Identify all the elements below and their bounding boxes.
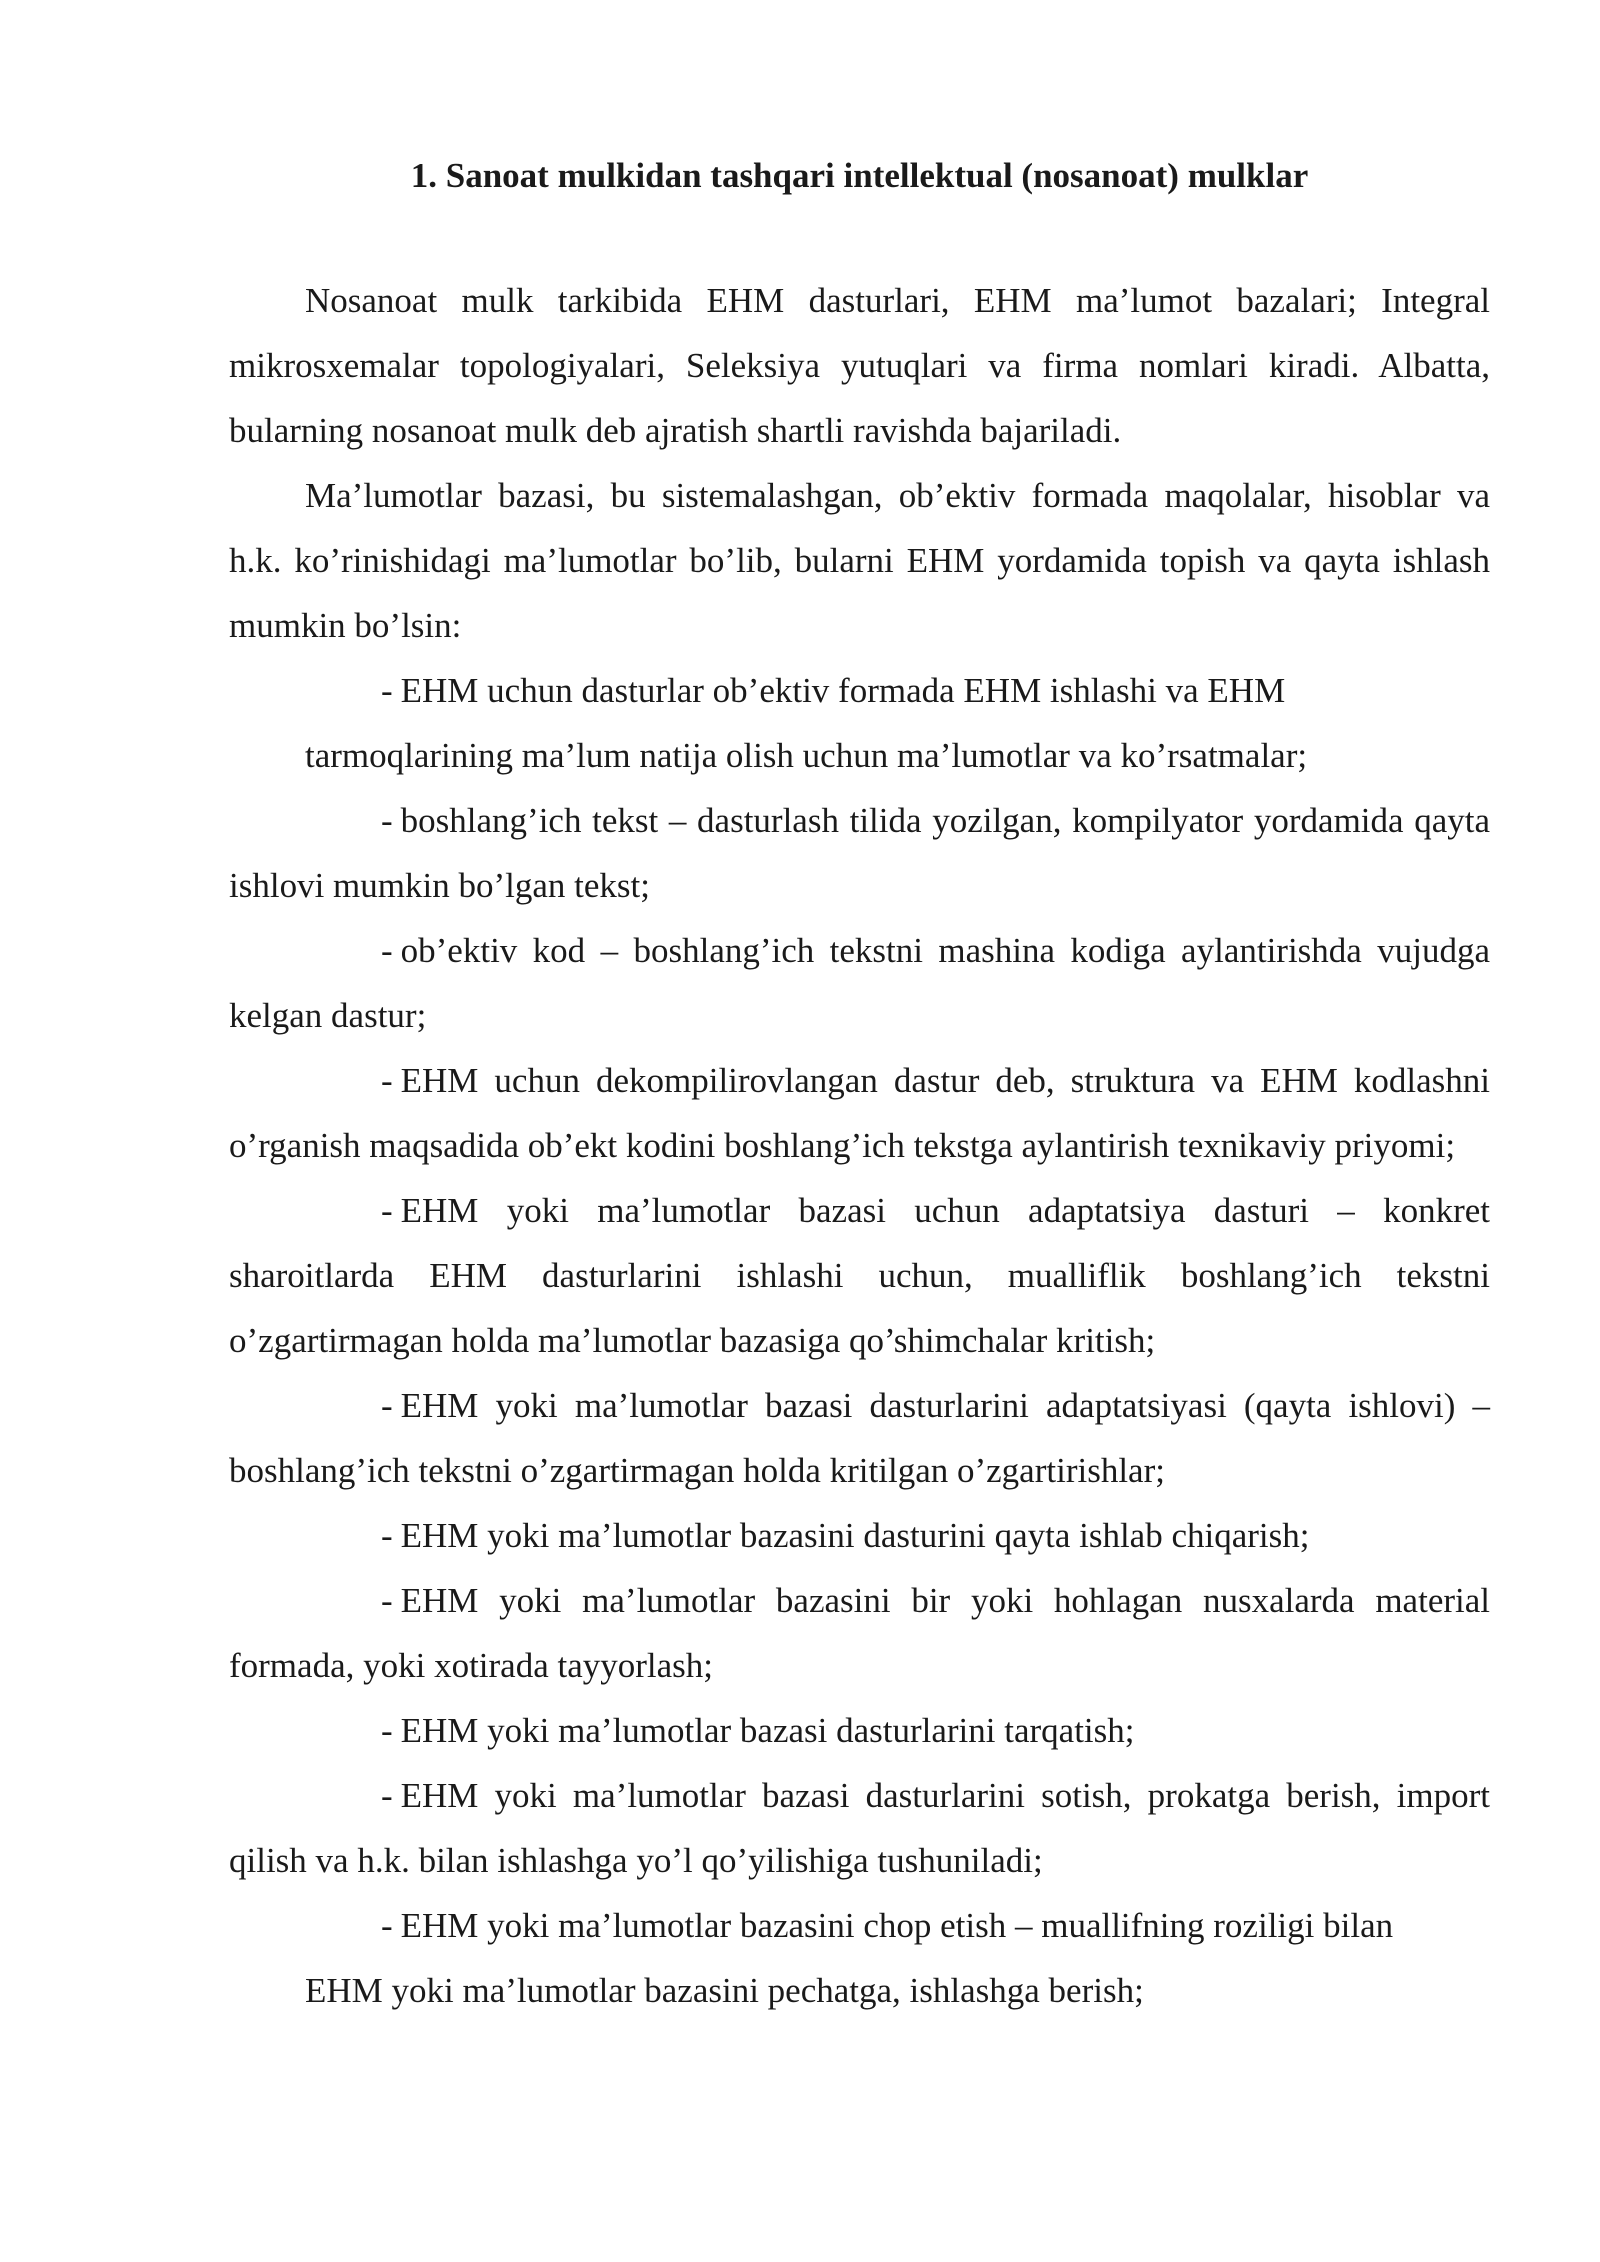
document-title: 1. Sanoat mulkidan tashqari intellektual (nosanoat) mulklar <box>410 156 1309 195</box>
list-item-text: EHM uchun dasturlar ob’ektiv formada EHM ishlashi va EHM <box>400 671 1286 710</box>
list-dash: - <box>381 1191 393 1230</box>
list-item <box>229 1373 1490 1503</box>
list-item <box>229 1698 1490 1763</box>
list-item-text: EHM yoki ma’lumotlar bazasini dasturini qayta ishlab chiqarish; <box>400 1516 1310 1555</box>
list-item <box>229 918 1490 1048</box>
list-dash: - <box>381 1061 393 1100</box>
list-item <box>229 1178 1490 1373</box>
list-item <box>229 788 1490 918</box>
list-dash: - <box>381 671 393 710</box>
list-item <box>229 1048 1490 1178</box>
list-item-publishing <box>229 1893 1490 2023</box>
list-dash: - <box>381 1386 393 1425</box>
list-dash: - <box>381 1906 393 1945</box>
list-item <box>229 1763 1490 1893</box>
paragraph-intro: Nosanoat mulk tarkibida EHM dasturlari, EHM ma’lumot bazalari; Integral mikrosxemalar topologiyalari, Seleksiya yutuqlari va firma nomlari kiradi. Albatta, bularning nosanoat mulk deb ajratish shartli ravishda bajariladi. <box>229 281 1490 450</box>
list-dash: - <box>381 1776 393 1815</box>
list-item-text: EHM yoki ma’lumotlar bazasi dasturlarini sotish, prokatga berish, import qilish va h.k. bilan ishlashga yo’l qo’yilishiga tushuniladi; <box>229 1776 1490 1880</box>
list-item-continuation: tarmoqlarining ma’lum natija olish uchun ma’lumotlar va ko’rsatmalar; <box>305 736 1308 775</box>
list-item-programs <box>229 658 1490 788</box>
list-item-text: EHM yoki ma’lumotlar bazasini bir yoki hohlagan nusxalarda material formada, yoki xotirada tayyorlash; <box>229 1581 1490 1685</box>
list-dash: - <box>381 931 393 970</box>
document-page <box>229 150 1490 2023</box>
list-item-text: EHM yoki ma’lumotlar bazasi dasturlarini tarqatish; <box>400 1711 1135 1750</box>
list-item-text: boshlang’ich tekst – dasturlash tilida yozilgan, kompilyator yordamida qayta ishlovi mumkin bo’lgan tekst; <box>229 801 1490 905</box>
list-item-text: EHM yoki ma’lumotlar bazasi uchun adaptatsiya dasturi – konkret sharoitlarda EHM dasturlarini ishlashi uchun, mualliflik boshlang’ich tekstni o’zgartirmagan holda ma’lumotlar bazasiga qo’shimchalar kritish; <box>229 1191 1490 1360</box>
list-dash: - <box>381 1581 393 1620</box>
list-item-text: EHM yoki ma’lumotlar bazasini chop etish – muallifning roziligi bilan <box>400 1906 1394 1945</box>
document-body <box>229 268 1490 2023</box>
list-dash: - <box>381 1516 393 1555</box>
list-item-text: EHM uchun dekompilirovlangan dastur deb, struktura va EHM kodlashni o’rganish maqsadida ob’ekt kodini boshlang’ich tekstga aylantirish texnikaviy priyomi; <box>229 1061 1490 1165</box>
list-dash: - <box>381 801 393 840</box>
list-item-text: ob’ektiv kod – boshlang’ich tekstni mashina kodiga aylantirishda vujudga kelgan dastur; <box>229 931 1490 1035</box>
list-item <box>229 1503 1490 1568</box>
list-item <box>229 1568 1490 1698</box>
list-item-continuation: EHM yoki ma’lumotlar bazasini pechatga, ishlashga berish; <box>305 1971 1144 2010</box>
paragraph-database-definition: Ma’lumotlar bazasi, bu sistemalashgan, ob’ektiv formada maqolalar, hisoblar va h.k. ko’rinishidagi ma’lumotlar bo’lib, bularni EHM yordamida topish va qayta ishlash mumkin bo’lsin: <box>229 476 1490 645</box>
list-item-text: EHM yoki ma’lumotlar bazasi dasturlarini adaptatsiyasi (qayta ishlovi) – boshlang’ich tekstni o’zgartirmagan holda kritilgan o’zgartirishlar; <box>229 1386 1490 1490</box>
list-dash: - <box>381 1711 393 1750</box>
